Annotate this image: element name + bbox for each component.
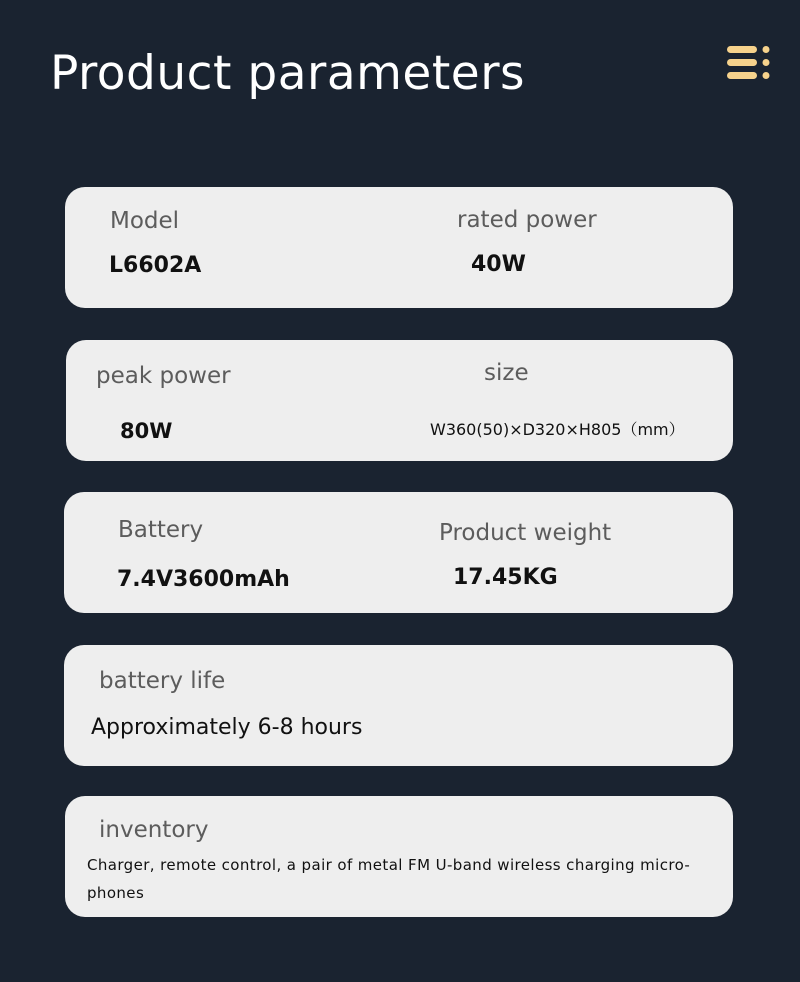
model-label: Model <box>110 208 180 234</box>
spec-card-battery-life <box>64 645 733 766</box>
rated-power-value: 40W <box>471 252 526 277</box>
spec-card-inventory <box>65 796 733 917</box>
model-value: L6602A <box>109 253 202 278</box>
page-title: Product parameters <box>50 46 526 101</box>
rated-power-label: rated power <box>457 207 597 233</box>
battery-life-value: Approximately 6-8 hours <box>91 715 363 740</box>
spec-card-battery <box>64 492 733 613</box>
peak-power-value: 80W <box>120 419 173 443</box>
inventory-value: Charger, remote control, a pair of metal FM U-band wireless charging micro-phones <box>87 856 691 902</box>
spec-card-peak-power <box>66 340 733 461</box>
battery-value: 7.4V3600mAh <box>117 567 290 592</box>
battery-life-label: battery life <box>99 668 226 694</box>
menu-list-icon[interactable] <box>726 44 772 82</box>
size-value: W360(50)×D320×H805（mm） <box>430 420 685 439</box>
spec-card-model <box>65 187 733 308</box>
battery-label: Battery <box>118 517 204 543</box>
product-weight-value: 17.45KG <box>453 565 558 590</box>
size-label: size <box>484 360 529 386</box>
product-weight-label: Product weight <box>439 520 612 546</box>
peak-power-label: peak power <box>96 363 231 389</box>
inventory-label: inventory <box>99 817 209 843</box>
